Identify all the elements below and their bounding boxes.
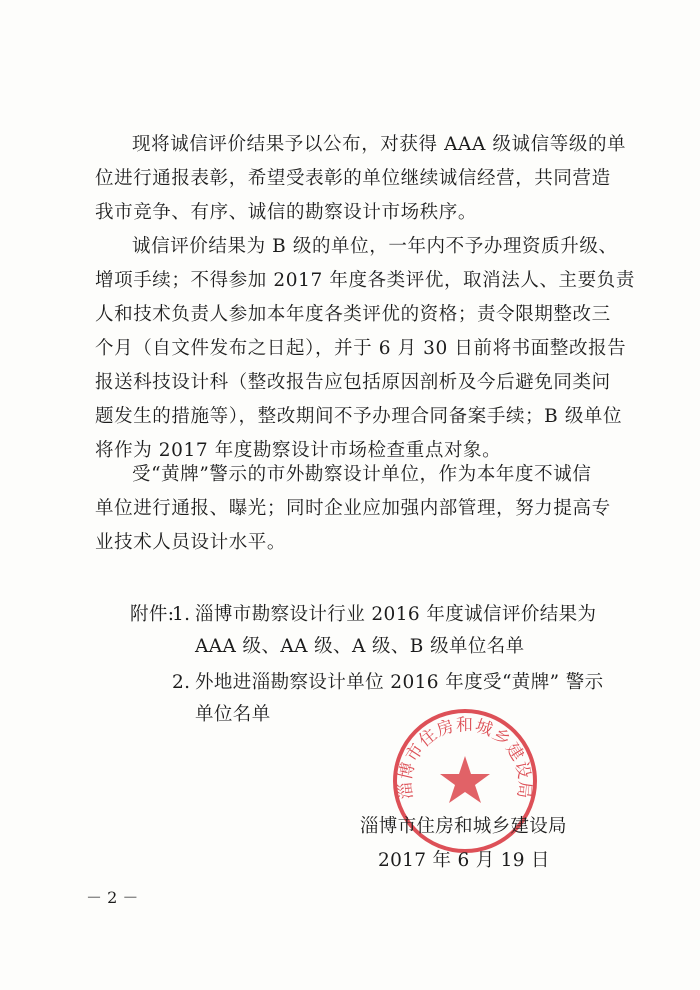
text-line: 题发生的措施等），整改期间不予办理合同备案手续；B 级单位: [95, 406, 623, 427]
text-line: 受“黄牌”警示的市外勘察设计单位，作为本年度不诚信: [132, 464, 592, 485]
paragraph-1: [95, 128, 627, 230]
paragraph-2: [95, 230, 635, 468]
text-line: 增项手续；不得参加 2017 年度各类评优，取消法人、主要负责: [95, 270, 635, 291]
text-line: 个月（自文件发布之日起），并于 6 月 30 日前将书面整改报告: [95, 338, 627, 359]
issuing-organization: 淄博市住房和城乡建设局: [360, 816, 567, 837]
text-line: 业技术人员设计水平。: [95, 532, 287, 553]
issue-date: 2017 年 6 月 19 日: [378, 850, 550, 871]
text-line: 将作为 2017 年度勘察设计市场检查重点对象。: [95, 440, 502, 461]
text-line: 报送科技设计科（整改报告应包括原因剖析及今后避免同类问: [95, 372, 611, 393]
text-line: 单位进行通报、曝光；同时企业应加强内部管理，努力提高专: [95, 498, 611, 519]
attachments-label: 附件:: [130, 604, 175, 625]
page-number: － 2 －: [86, 888, 139, 907]
attachment-number: 1.: [172, 604, 191, 625]
paragraph-3: [95, 458, 620, 560]
attachment-number: 2.: [172, 672, 191, 693]
attachment-line: 单位名单: [195, 704, 271, 725]
attachment-line: 外地进淄勘察设计单位 2016 年度受“黄牌” 警示: [195, 672, 604, 693]
text-line: 人和技术负责人参加本年度各类评优的资格；责令限期整改三: [95, 304, 611, 325]
attachment-line: 淄博市勘察设计行业 2016 年度诚信评价结果为: [195, 604, 597, 625]
text-line: 现将诚信评价结果予以公布，对获得 AAA 级诚信等级的单: [132, 134, 627, 155]
seal-text: 淄博市住房和城乡建设局: [395, 715, 535, 801]
text-line: 我市竞争、有序、诚信的勘察设计市场秩序。: [95, 202, 478, 223]
text-line: 位进行通报表彰，希望受表彰的单位继续诚信经营，共同营造: [95, 168, 611, 189]
attachment-line: AAA 级、AA 级、A 级、B 级单位名单: [195, 636, 525, 657]
text-line: 诚信评价结果为 B 级的单位，一年内不予办理资质升级、: [132, 236, 618, 257]
